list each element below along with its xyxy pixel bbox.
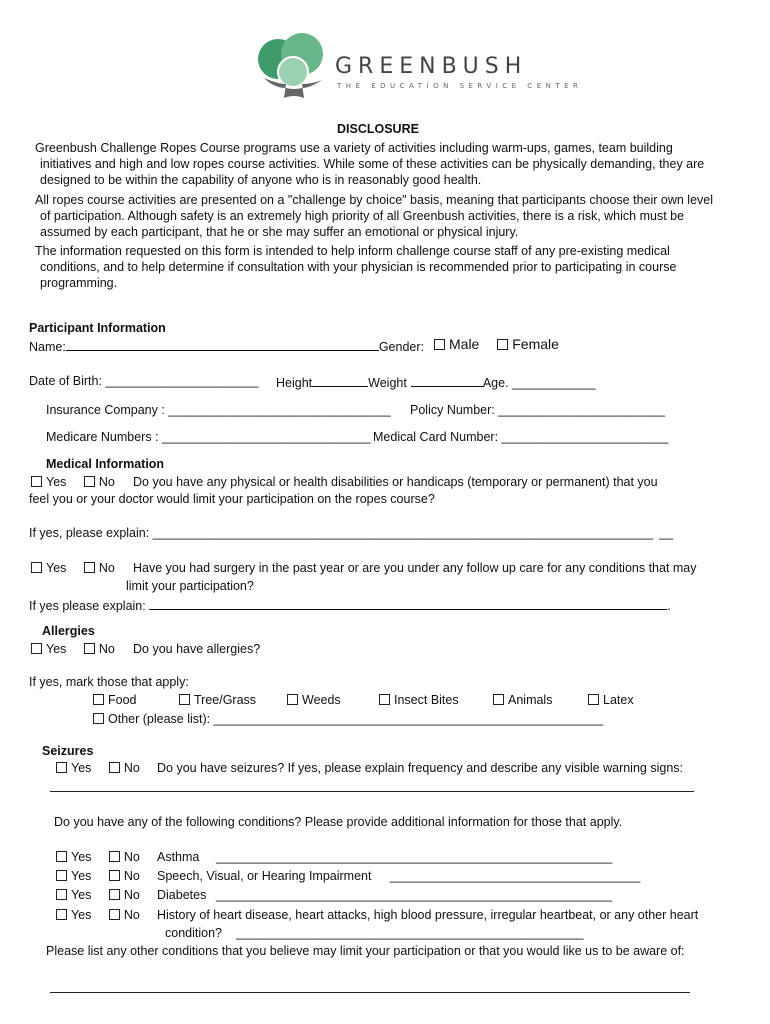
q2-yes-label: Yes: [46, 561, 67, 575]
age-field[interactable]: Age. ____________: [482, 376, 596, 390]
impairment-yes-checkbox[interactable]: [56, 870, 67, 881]
q2-explain-label: If yes please explain:: [29, 599, 146, 613]
asthma-line[interactable]: _________________________________________________________: [216, 850, 613, 864]
hwa-row: [276, 374, 595, 390]
diabetes-yes-option[interactable]: [56, 888, 91, 902]
heart-yes-checkbox[interactable]: [56, 909, 67, 920]
name-label: Name:: [29, 340, 66, 354]
seizures-explain-line[interactable]: [50, 791, 694, 792]
latex-checkbox[interactable]: [588, 694, 599, 705]
seizures-yes-label: Yes: [71, 761, 92, 775]
heart-no-label: No: [123, 908, 140, 922]
weight-label: Weight: [368, 376, 407, 390]
gender-options: [434, 336, 559, 352]
asthma-yes-option[interactable]: [56, 850, 91, 864]
animals-checkbox[interactable]: [493, 694, 504, 705]
heart-yes-option[interactable]: [56, 908, 91, 922]
other-conditions-prompt: Please list any other conditions that you believe may limit your participation or that you would like us to be aware of:: [46, 944, 685, 958]
q1-answers: [31, 475, 115, 489]
diabetes-line[interactable]: _________________________________________________________: [216, 888, 613, 902]
allergies-no-label: No: [98, 642, 115, 656]
allergies-yes-label: Yes: [46, 642, 67, 656]
weight-input[interactable]: [411, 374, 483, 387]
q1-no-label: No: [98, 475, 115, 489]
diabetes-yes-label: Yes: [71, 888, 92, 902]
dob-field[interactable]: Date of Birth: ______________________: [29, 374, 259, 388]
allergy-latex[interactable]: [588, 693, 634, 707]
heart-no-option[interactable]: [109, 908, 140, 922]
seizures-answers: [56, 761, 140, 775]
gender-male-option[interactable]: [434, 336, 479, 352]
gender-female-option[interactable]: [497, 336, 559, 352]
q2-explain-row: [29, 597, 671, 613]
logo-circle-light: [278, 57, 308, 87]
condition-row-heart: [56, 908, 140, 922]
allergy-tree-grass[interactable]: [179, 693, 256, 707]
weeds-label: Weeds: [302, 693, 341, 707]
intro-1-line-2: initiatives and high and low ropes course activities. While some of these activities can be physically demanding, they are: [40, 157, 705, 171]
female-label: Female: [512, 336, 559, 352]
name-row: [29, 338, 424, 354]
tree-grass-checkbox[interactable]: [179, 694, 190, 705]
diabetes-no-option[interactable]: [109, 888, 140, 902]
asthma-yes-checkbox[interactable]: [56, 851, 67, 862]
allergies-yes-option[interactable]: [31, 642, 66, 656]
conditions-intro: Do you have any of the following conditions? Please provide additional information for those that apply.: [54, 815, 623, 829]
q2-no-checkbox[interactable]: [84, 562, 95, 573]
intro-3-line-1: The information requested on this form is intended to help inform challenge course staff of any pre-existing medical: [35, 244, 670, 258]
q1-explain-tail: __: [659, 526, 674, 540]
allergies-heading: Allergies: [42, 624, 95, 638]
q2-no-option[interactable]: [84, 561, 115, 575]
allergy-food[interactable]: [93, 693, 137, 707]
intro-3-line-2: conditions, and to help determine if consultation with your physician is recommended prior to participating in course: [40, 260, 677, 274]
name-input[interactable]: [66, 338, 379, 351]
heart-condition-cont: condition?: [165, 926, 222, 940]
impairment-no-option[interactable]: [109, 869, 140, 883]
impairment-no-checkbox[interactable]: [109, 870, 120, 881]
other-label: Other (please list): ________________________________________________________: [108, 712, 603, 726]
condition-row-impairment: [56, 869, 140, 883]
intro-2-line-1: All ropes course activities are presented on a "challenge by choice" basis, meaning that participants choose their own level: [35, 193, 714, 207]
seizures-no-checkbox[interactable]: [109, 762, 120, 773]
seizures-heading: Seizures: [42, 744, 94, 758]
medical-heading: Medical Information: [46, 457, 165, 471]
asthma-label: Asthma: [157, 850, 200, 864]
asthma-no-label: No: [123, 850, 140, 864]
intro-2-line-3: assumed by each participant, that he or she may suffer an emotional or physical injury.: [40, 225, 519, 239]
intro-paragraph-2: [35, 192, 735, 240]
insurance-field[interactable]: Insurance Company : ________________________________: [46, 403, 391, 417]
q1-explain-label: If yes, please explain: ________________________________________________________________________: [29, 526, 654, 540]
intro-1-line-1: Greenbush Challenge Ropes Course programs use a variety of activities including warm-ups, games, team building: [35, 141, 673, 155]
q2-explain-input[interactable]: [149, 597, 667, 610]
participant-heading: Participant Information: [29, 321, 166, 335]
diabetes-no-label: No: [123, 888, 140, 902]
other-checkbox[interactable]: [93, 713, 104, 724]
condition-row-asthma: [56, 850, 140, 864]
food-label: Food: [108, 693, 137, 707]
allergies-answers: [31, 642, 115, 656]
q1-yes-label: Yes: [46, 475, 67, 489]
allergy-insect-bites[interactable]: [379, 693, 459, 707]
q1-no-option[interactable]: [84, 475, 115, 489]
asthma-yes-label: Yes: [71, 850, 92, 864]
asthma-no-checkbox[interactable]: [109, 851, 120, 862]
impairment-no-label: No: [123, 869, 140, 883]
q2-text-line-1: Have you had surgery in the past year or are you under any follow up care for any conditions that may: [133, 561, 697, 575]
impairment-line[interactable]: ____________________________________: [390, 869, 641, 883]
weeds-checkbox[interactable]: [287, 694, 298, 705]
medicare-field[interactable]: Medicare Numbers : ______________________________: [46, 430, 371, 444]
q2-explain-tail: .: [667, 599, 671, 613]
asthma-no-option[interactable]: [109, 850, 140, 864]
seizures-no-label: No: [123, 761, 140, 775]
q2-answers: [31, 561, 115, 575]
allergies-question: Do you have allergies?: [133, 642, 261, 656]
insect-bites-checkbox[interactable]: [379, 694, 390, 705]
intro-paragraph-1: [35, 140, 735, 188]
policy-field[interactable]: Policy Number: ________________________: [410, 403, 666, 417]
animals-label: Animals: [508, 693, 553, 707]
male-checkbox[interactable]: [434, 339, 445, 350]
other-conditions-line[interactable]: [50, 992, 690, 993]
q1-yes-checkbox[interactable]: [31, 476, 42, 487]
diabetes-yes-checkbox[interactable]: [56, 889, 67, 900]
latex-label: Latex: [603, 693, 634, 707]
q2-no-label: No: [98, 561, 115, 575]
diabetes-label: Diabetes: [157, 888, 207, 902]
seizures-yes-option[interactable]: [56, 761, 91, 775]
allergy-other[interactable]: [93, 712, 603, 726]
intro-2-line-2: of participation. Although safety is an extremely high priority of all Greenbush activities, there is a risk, which must be: [40, 209, 685, 223]
impairment-label: Speech, Visual, or Hearing Impairment: [157, 869, 372, 883]
q2-text-line-2: limit your participation?: [126, 579, 254, 593]
heart-line[interactable]: __________________________________________________: [236, 926, 584, 940]
intro-3-line-3: programming.: [40, 276, 118, 290]
seizures-question: Do you have seizures? If yes, please explain frequency and describe any visible warning signs:: [157, 761, 683, 775]
condition-row-diabetes: [56, 888, 140, 902]
logo-tagline: THE EDUCATION SERVICE CENTER: [337, 82, 583, 90]
impairment-yes-option[interactable]: [56, 869, 91, 883]
q1-text-line-1: Do you have any physical or health disabilities or handicaps (temporary or permanent) that you: [133, 475, 658, 489]
q2-yes-checkbox[interactable]: [31, 562, 42, 573]
q2-yes-option[interactable]: [31, 561, 66, 575]
diabetes-no-checkbox[interactable]: [109, 889, 120, 900]
seizures-no-option[interactable]: [109, 761, 140, 775]
allergy-animals[interactable]: [493, 693, 552, 707]
insect-bites-label: Insect Bites: [394, 693, 459, 707]
food-checkbox[interactable]: [93, 694, 104, 705]
heart-label: History of heart disease, heart attacks, high blood pressure, irregular heartbeat, or any other heart: [157, 908, 699, 922]
female-checkbox[interactable]: [497, 339, 508, 350]
height-label: Height: [276, 376, 313, 390]
allergies-no-option[interactable]: [84, 642, 115, 656]
heart-no-checkbox[interactable]: [109, 909, 120, 920]
male-label: Male: [449, 336, 480, 352]
allergy-weeds[interactable]: [287, 693, 341, 707]
gender-label: Gender:: [378, 340, 424, 354]
height-input[interactable]: [312, 374, 368, 387]
greenbush-logo-icon: [256, 32, 336, 104]
q1-explain-field[interactable]: [29, 526, 673, 540]
intro-1-line-3: designed to be within the capability of anyone who is in reasonably good health.: [40, 173, 482, 187]
allergies-no-checkbox[interactable]: [84, 643, 95, 654]
medical-card-field[interactable]: Medical Card Number: ________________________: [373, 430, 669, 444]
allergies-mark-label: If yes, mark those that apply:: [29, 675, 189, 689]
logo-wordmark: GREENBUSH: [335, 54, 528, 79]
page-title: DISCLOSURE: [337, 122, 419, 136]
tree-grass-label: Tree/Grass: [194, 693, 257, 707]
seizures-yes-checkbox[interactable]: [56, 762, 67, 773]
allergies-yes-checkbox[interactable]: [31, 643, 42, 654]
heart-yes-label: Yes: [71, 908, 92, 922]
q1-yes-option[interactable]: [31, 475, 66, 489]
q1-text-line-2: feel you or your doctor would limit your participation on the ropes course?: [29, 492, 435, 506]
q1-no-checkbox[interactable]: [84, 476, 95, 487]
intro-paragraph-3: [35, 243, 735, 291]
impairment-yes-label: Yes: [71, 869, 92, 883]
